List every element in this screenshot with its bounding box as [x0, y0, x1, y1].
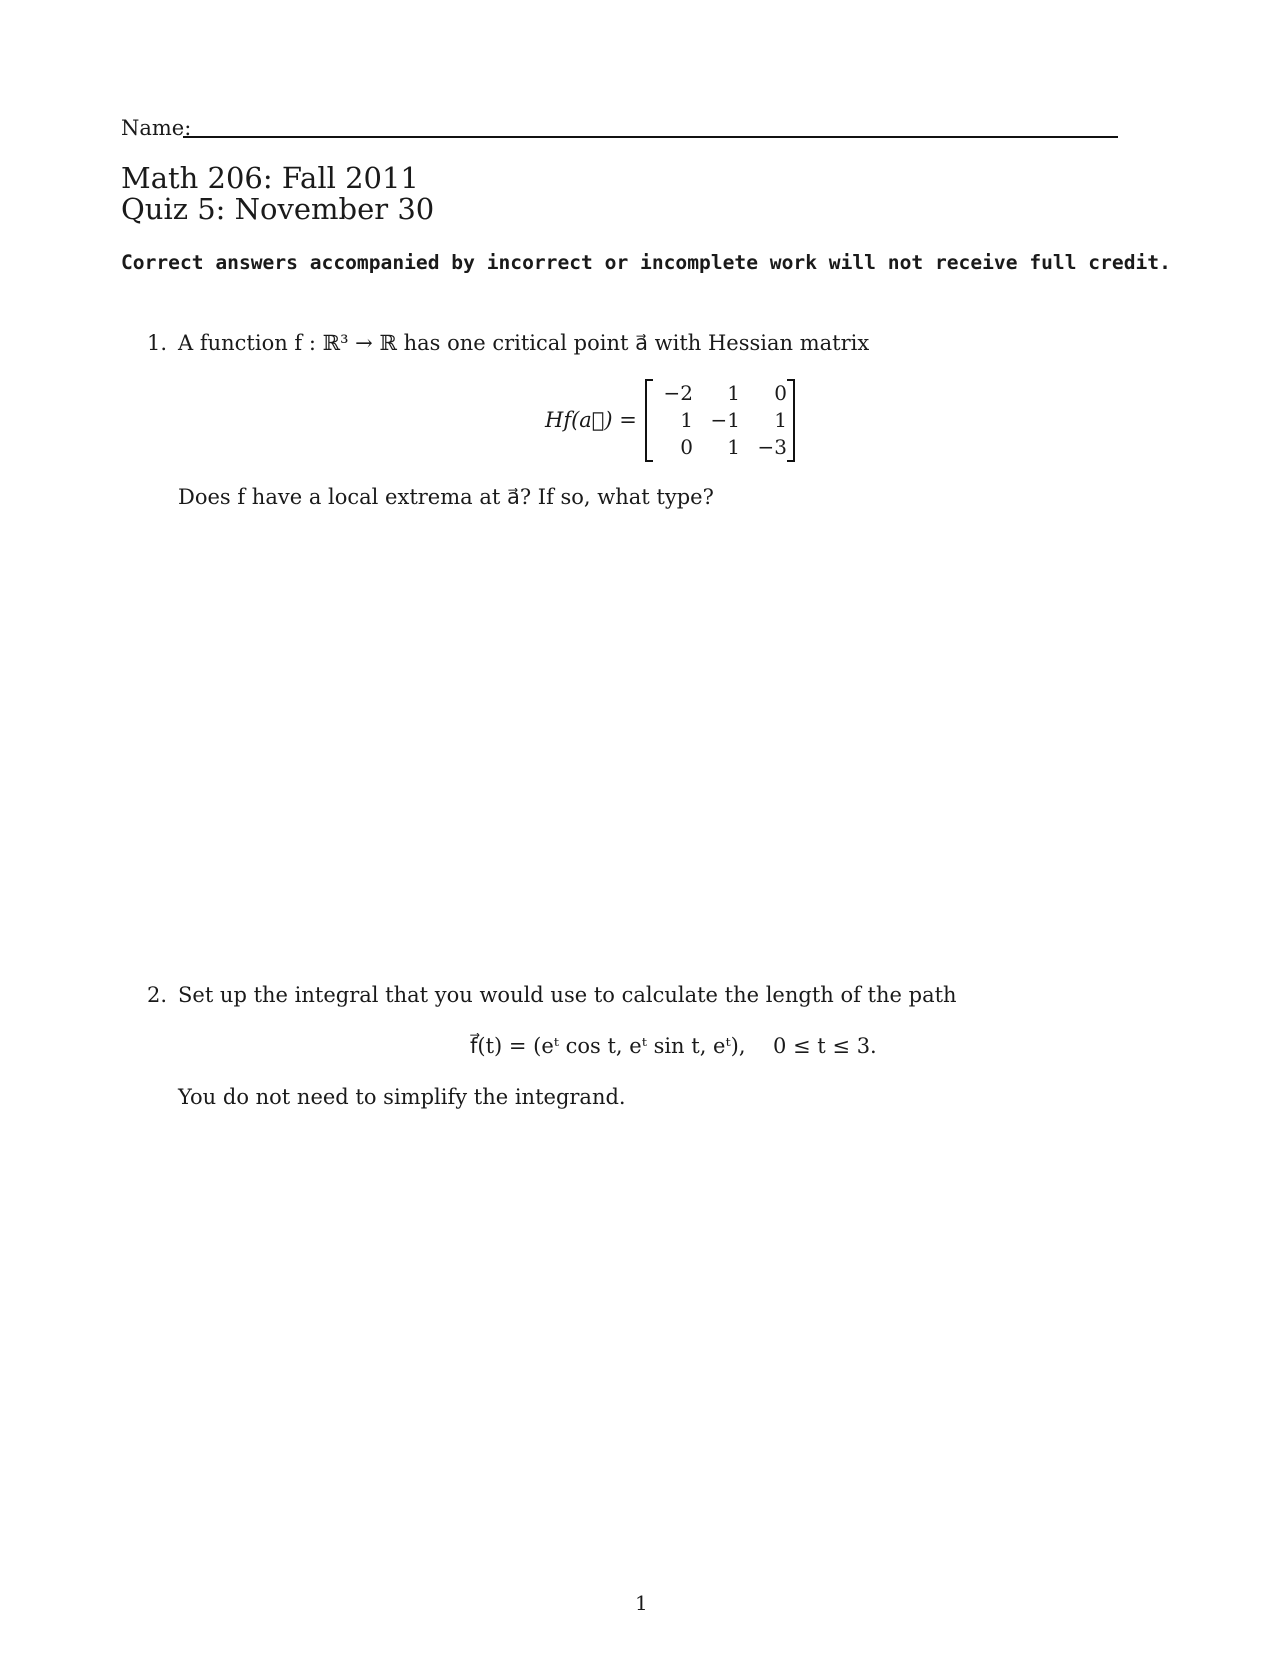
problem-1-question: Does f have a local extrema at a⃗? If so, what type?: [178, 485, 714, 509]
name-blank-line[interactable]: [183, 136, 1118, 138]
matrix-right-bracket: [787, 379, 795, 462]
matrix-cell: 0: [680, 435, 693, 459]
hessian-label: Hf(a⃗) =: [545, 408, 637, 432]
problem-1-number: 1.: [147, 331, 168, 355]
quiz-title: Quiz 5: November 30: [121, 192, 435, 226]
matrix-cell: −3: [757, 435, 787, 459]
matrix-cell: 1: [680, 408, 693, 432]
matrix-cell: −2: [663, 381, 693, 405]
matrix-cell: 1: [727, 435, 740, 459]
path-formula: f⃗(t) = (eᵗ cos t, eᵗ sin t, eᵗ),: [470, 1034, 746, 1058]
name-field[interactable]: [121, 116, 1118, 142]
problem-2-statement: Set up the integral that you would use to calculate the length of the path: [178, 983, 957, 1007]
problem-1-statement: A function f : ℝ³ → ℝ has one critical point a⃗ with Hessian matrix: [178, 331, 870, 355]
matrix-cell: 1: [774, 408, 787, 432]
matrix-cell: −1: [710, 408, 740, 432]
path-domain: 0 ≤ t ≤ 3.: [773, 1034, 877, 1058]
problem-2-note: You do not need to simplify the integrand.: [178, 1085, 626, 1109]
page-number: 1: [635, 1591, 648, 1615]
credit-warning: Correct answers accompanied by incorrect or incomplete work will not receive full credit.: [121, 251, 1171, 274]
course-title: Math 206: Fall 2011: [121, 161, 419, 195]
problem-2-number: 2.: [147, 983, 168, 1007]
matrix-cell: 0: [774, 381, 787, 405]
name-label: Name:: [121, 116, 192, 140]
matrix-cell: 1: [727, 381, 740, 405]
hessian-matrix: [645, 379, 795, 462]
